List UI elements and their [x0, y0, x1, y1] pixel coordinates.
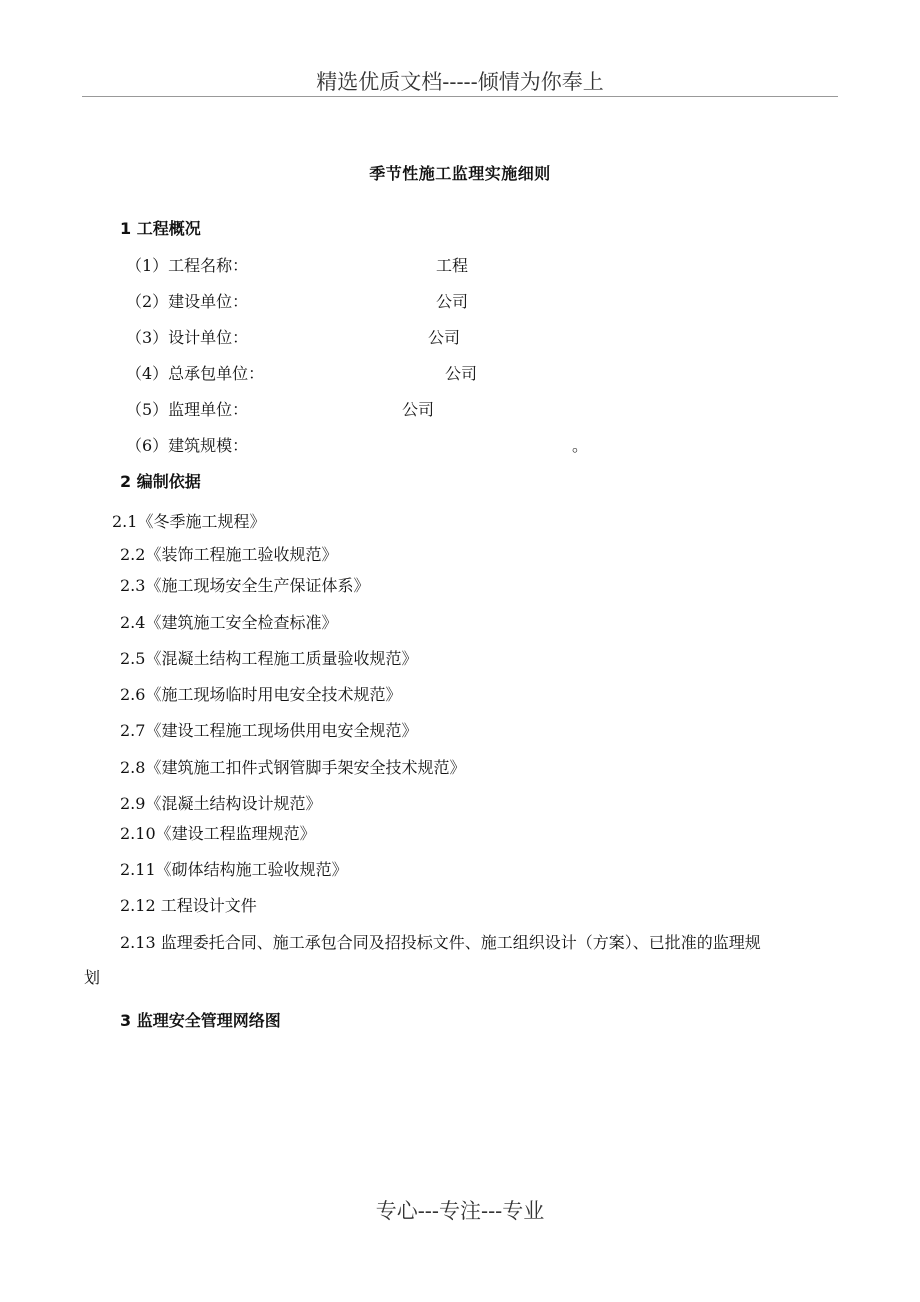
- basis-item: 2.5《混凝土结构工程施工质量验收规范》: [120, 649, 418, 668]
- basis-item: 2.13 监理委托合同、施工承包合同及招投标文件、施工组织设计（方案）、已批准的监理规: [120, 933, 761, 952]
- overview-value: 工程: [436, 256, 469, 275]
- basis-item: 2.2《装饰工程施工验收规范》: [120, 545, 338, 564]
- basis-item: 2.7《建设工程施工现场供用电安全规范》: [120, 721, 418, 740]
- overview-value: 公司: [402, 400, 435, 419]
- basis-item: 2.11《砌体结构施工验收规范》: [120, 860, 348, 879]
- overview-label: （5）监理单位：: [126, 400, 249, 419]
- overview-value: 公司: [428, 328, 461, 347]
- basis-item-continuation: 划: [84, 968, 101, 987]
- basis-item: 2.9《混凝土结构设计规范》: [120, 794, 322, 813]
- basis-item: 2.3《施工现场安全生产保证体系》: [120, 576, 370, 595]
- overview-value: 公司: [445, 364, 478, 383]
- document-title: 季节性施工监理实施细则: [369, 164, 551, 183]
- overview-label: （6）建筑规模：: [126, 436, 249, 455]
- overview-value: 。: [572, 436, 589, 455]
- basis-item: 2.12 工程设计文件: [120, 896, 257, 915]
- section-heading-overview: 1 工程概况: [120, 219, 201, 238]
- basis-item: 2.6《施工现场临时用电安全技术规范》: [120, 685, 402, 704]
- basis-item: 2.1《冬季施工规程》: [112, 512, 266, 531]
- overview-label: （3）设计单位：: [126, 328, 249, 347]
- overview-value: 公司: [436, 292, 469, 311]
- overview-label: （4）总承包单位：: [126, 364, 265, 383]
- basis-item: 2.8《建筑施工扣件式钢管脚手架安全技术规范》: [120, 758, 466, 777]
- basis-item: 2.4《建筑施工安全检查标准》: [120, 613, 338, 632]
- basis-item: 2.10《建设工程监理规范》: [120, 824, 316, 843]
- overview-label: （1）工程名称：: [126, 256, 249, 275]
- section-heading-network: 3 监理安全管理网络图: [120, 1011, 281, 1030]
- header-divider: [82, 96, 838, 97]
- page-footer: 专心---专注---专业: [375, 1199, 545, 1223]
- overview-label: （2）建设单位：: [126, 292, 249, 311]
- page-header: 精选优质文档-----倾情为你奉上: [316, 70, 604, 94]
- section-heading-basis: 2 编制依据: [120, 472, 201, 491]
